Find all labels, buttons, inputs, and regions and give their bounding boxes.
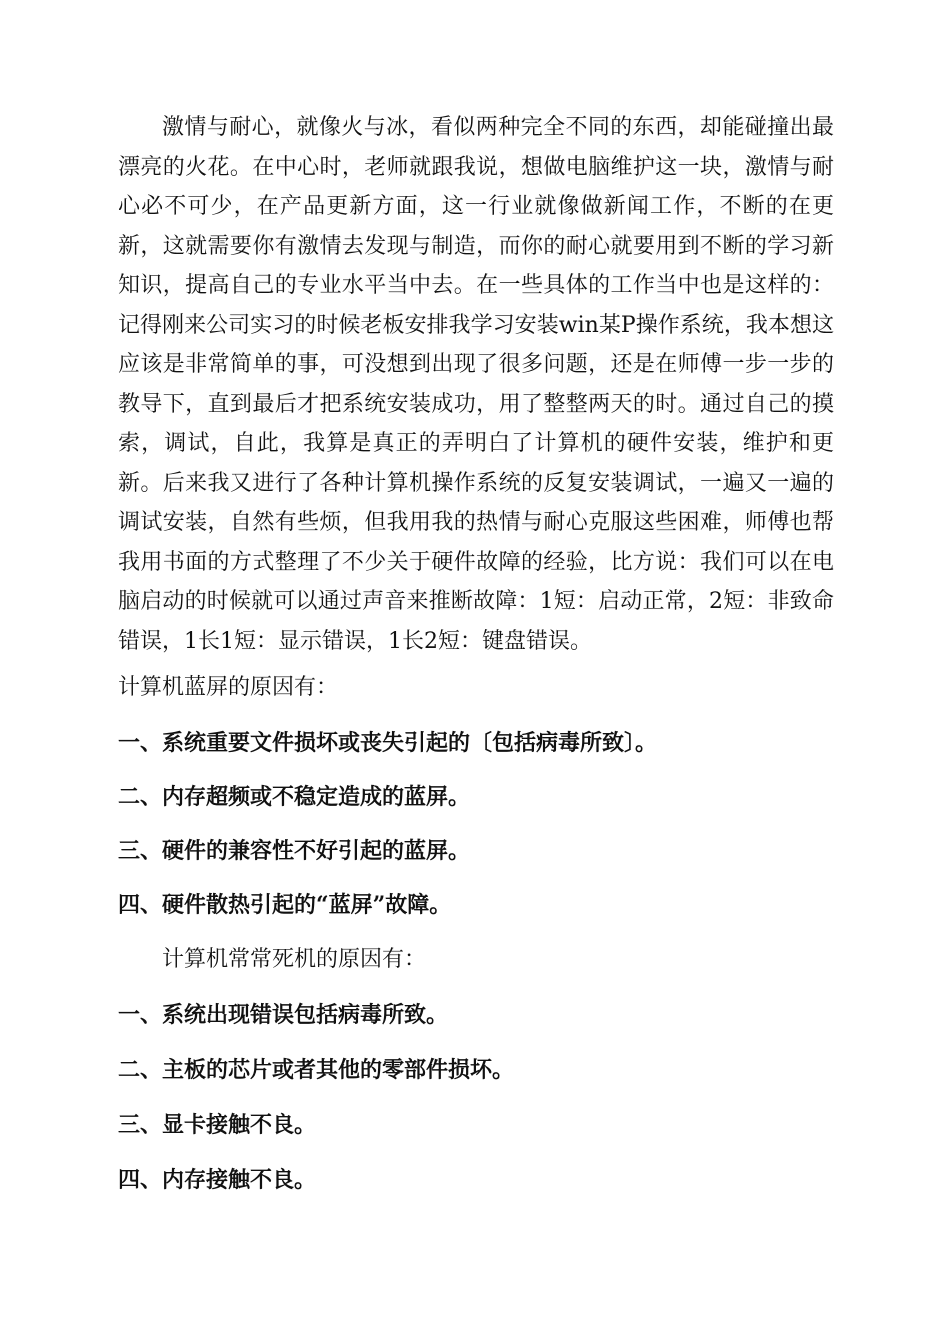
intro-paragraph: 激情与耐心，就像火与冰，看似两种完全不同的东西，却能碰撞出最漂亮的火花。在中心时，老师就跟我说，想做电脑维护这一块，激情与耐心必不可少，在产品更新方面，这一行业就像做新闻工作，不断的在更新，这就需要你有激情去发现与制造，而你的耐心就要用到不断的学习新知识，提高自己的专业水平当中去。在一些具体的工作当中也是这样的：记得刚来公司实习的时候老板安排我学习安装win某P操作系统，我本想这应该是非常简单的事，可没想到出现了很多问题，还是在师傅一步一步的教导下，直到最后才把系统安装成功，用了整整两天的时。通过自己的摸索，调试，自此，我算是真正的弄明白了计算机的硬件安装，维护和更新。后来我又进行了各种计算机操作系统的反复安装调试，一遍又一遍的调试安装，自然有些烦，但我用我的热情与耐心克服这些困难，师傅也帮我用书面的方式整理了不少关于硬件故障的经验，比方说：我们可以在电脑启动的时候就可以通过声音来推断故障：1短：启动正常，2短：非致命错误，1长1短：显示错误，1长2短：键盘错误。 bbox=[118, 115, 834, 654]
list-item: 三、显卡接触不良。 bbox=[118, 1112, 317, 1138]
blue-screen-heading: 计算机蓝屏的原因有： bbox=[118, 675, 339, 700]
list-item: 四、硬件散热引起的“蓝屏”故障。 bbox=[118, 892, 452, 918]
list-item: 三、硬件的兼容性不好引起的蓝屏。 bbox=[118, 838, 471, 864]
crash-heading: 计算机常常死机的原因有： bbox=[162, 947, 427, 972]
list-item: 一、系统出现错误包括病毒所致。 bbox=[118, 1002, 449, 1028]
document-page bbox=[118, 108, 834, 1195]
list-item: 二、主板的芯片或者其他的零部件损坏。 bbox=[118, 1057, 515, 1083]
list-item: 二、内存超频或不稳定造成的蓝屏。 bbox=[118, 784, 471, 810]
crash-list bbox=[118, 1000, 834, 1195]
list-item: 四、内存接触不良。 bbox=[118, 1167, 317, 1193]
list-item: 一、系统重要文件损坏或丧失引起的〔包括病毒所致〕。 bbox=[118, 730, 658, 756]
blue-screen-list bbox=[118, 728, 834, 920]
